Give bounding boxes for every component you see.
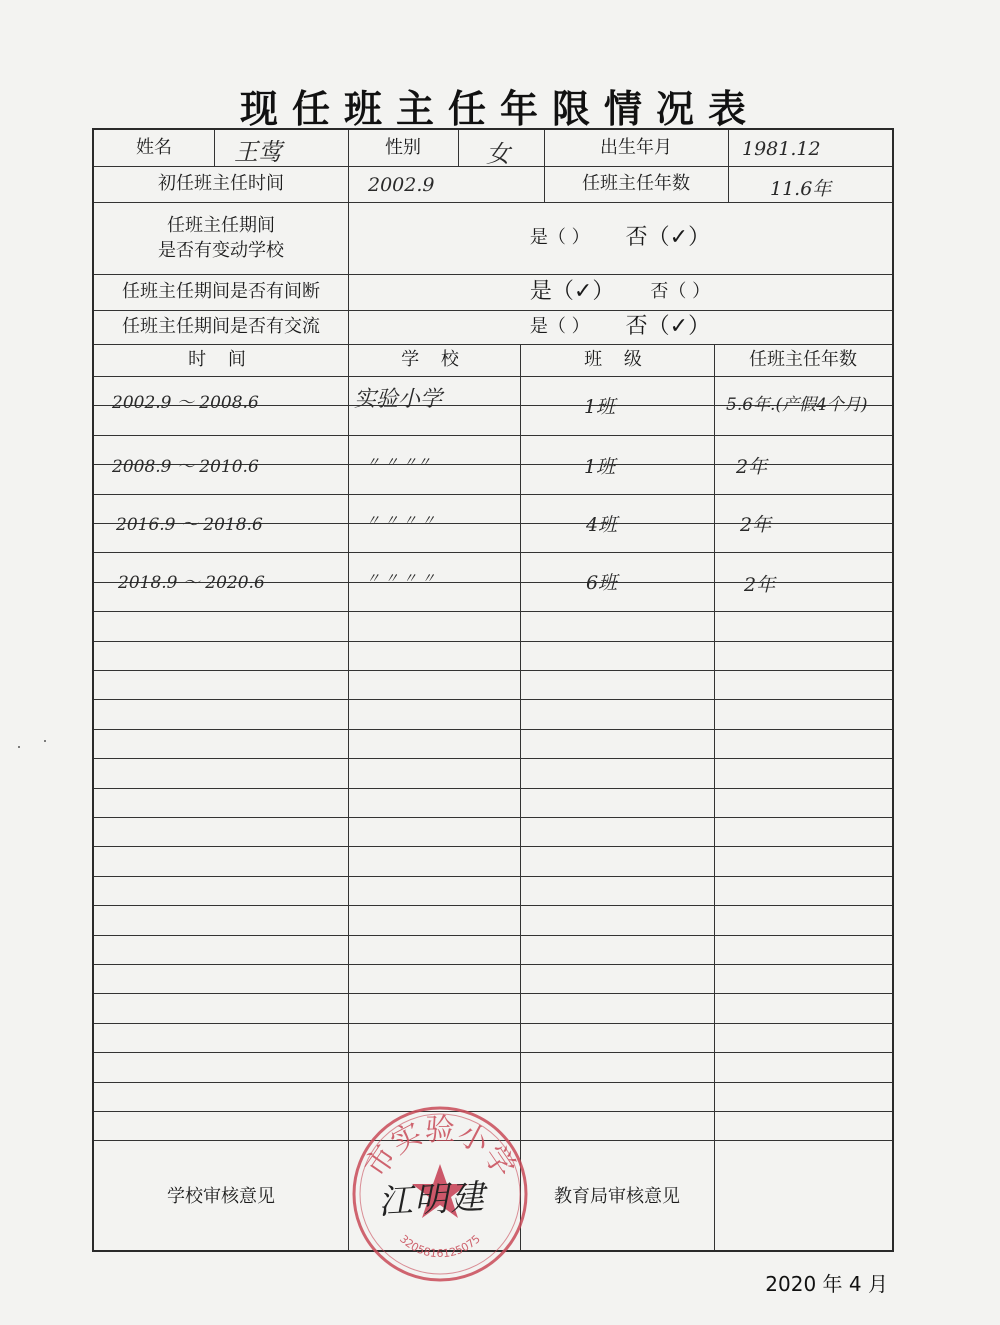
question-exchange-answer (348, 310, 892, 344)
history-row-line (94, 846, 892, 847)
stamp-text: 市实验小学 (358, 1113, 522, 1184)
header-school: 学 校 (401, 349, 467, 371)
first-time-label: 初任班主任时间 (158, 173, 284, 195)
bureau-review-label: 教育局审核意见 (554, 1186, 680, 1208)
school-review-label: 学校审核意见 (167, 1186, 275, 1208)
school-cell: 〃 〃 〃〃 (366, 455, 431, 471)
answer-no: 否（✓） (625, 313, 711, 339)
signature: 江明建 (377, 1177, 488, 1223)
col-divider (214, 130, 215, 166)
form-date: 2020 年 4 月 (765, 1272, 888, 1296)
history-row-line (94, 376, 892, 377)
period-cell: 2016.9 ～ 2018.6 (116, 515, 263, 535)
period-cell: 2018.9 ～ 2020.6 (118, 573, 265, 593)
history-row-line (94, 993, 892, 994)
school-cell: 〃 〃 〃 〃 (366, 513, 436, 529)
history-row-line (94, 611, 892, 612)
question-label-line: 任班主任期间 (167, 214, 275, 236)
years-value: 11.6年 (770, 178, 832, 200)
period-cell: 2008.9 ～ 2010.6 (112, 457, 259, 477)
history-row-line (94, 905, 892, 906)
history-row-line (94, 435, 892, 436)
period-cell: 2002.9 ～ 2008.6 (112, 393, 259, 413)
years-cell: 2年 (744, 574, 776, 596)
history-row-line (94, 1052, 892, 1053)
history-row-line (94, 758, 892, 759)
answer-no: 否（✓） (625, 224, 711, 250)
paper-speck (44, 740, 46, 742)
page-title: 现任班主任年限情况表 (239, 86, 760, 131)
history-row-line (94, 494, 892, 495)
school-cell: 实验小学 (354, 387, 443, 412)
history-row-line (94, 876, 892, 877)
question-interruption-label: 任班主任期间是否有间断 (122, 281, 320, 303)
history-row-line (94, 552, 892, 553)
stamp-code: 3205816125075 (397, 1232, 483, 1261)
name-label: 姓名 (136, 137, 172, 159)
birth-label: 出生年月 (600, 137, 672, 159)
header-years: 任班主任年数 (749, 349, 857, 371)
svg-text:3205816125075 (397, 1232, 483, 1260)
answer-no: 否（ ） (650, 281, 711, 303)
history-row-line (94, 1082, 892, 1083)
col-divider (458, 130, 459, 166)
years-cell: 2年 (740, 514, 772, 536)
history-row-line (94, 1023, 892, 1024)
class-cell: 1班 (584, 396, 616, 418)
history-row-line (94, 641, 892, 642)
history-row-line (94, 964, 892, 965)
history-row-line (94, 670, 892, 671)
first-time-value: 2002.9 (368, 174, 435, 196)
gender-value: 女 (486, 140, 510, 168)
birth-value: 1981.12 (742, 138, 821, 160)
answer-yes: 是（✓） (529, 278, 615, 304)
form-table (92, 128, 894, 1252)
question-label-line: 是否有变动学校 (158, 240, 284, 261)
col-divider (714, 344, 715, 1250)
col-divider (728, 130, 729, 202)
school-cell: 〃 〃 〃 〃 (366, 571, 436, 587)
history-row-line (94, 699, 892, 700)
years-cell: 2年 (736, 456, 768, 478)
header-period: 时 间 (188, 349, 254, 371)
history-row-line (94, 788, 892, 789)
answer-yes: 是（ ） (529, 316, 590, 338)
class-cell: 1班 (584, 456, 616, 478)
gender-label: 性别 (385, 137, 421, 159)
history-row-line (94, 729, 892, 730)
history-row-line (94, 935, 892, 936)
header-class: 班 级 (584, 349, 650, 371)
question-exchange-label: 任班主任期间是否有交流 (122, 316, 320, 338)
paper-speck (18, 746, 20, 748)
answer-yes: 是（ ） (529, 227, 590, 249)
question-school-change-label (94, 202, 348, 274)
class-cell: 6班 (586, 572, 618, 594)
class-cell: 4班 (586, 514, 618, 536)
question-school-change-answer (348, 202, 892, 274)
name-value: 王莺 (234, 138, 282, 166)
years-cell: 5.6年.(产假4个月) (726, 395, 868, 415)
history-row-line (94, 817, 892, 818)
years-label: 任班主任年数 (582, 173, 690, 195)
question-interruption-answer (348, 274, 892, 310)
